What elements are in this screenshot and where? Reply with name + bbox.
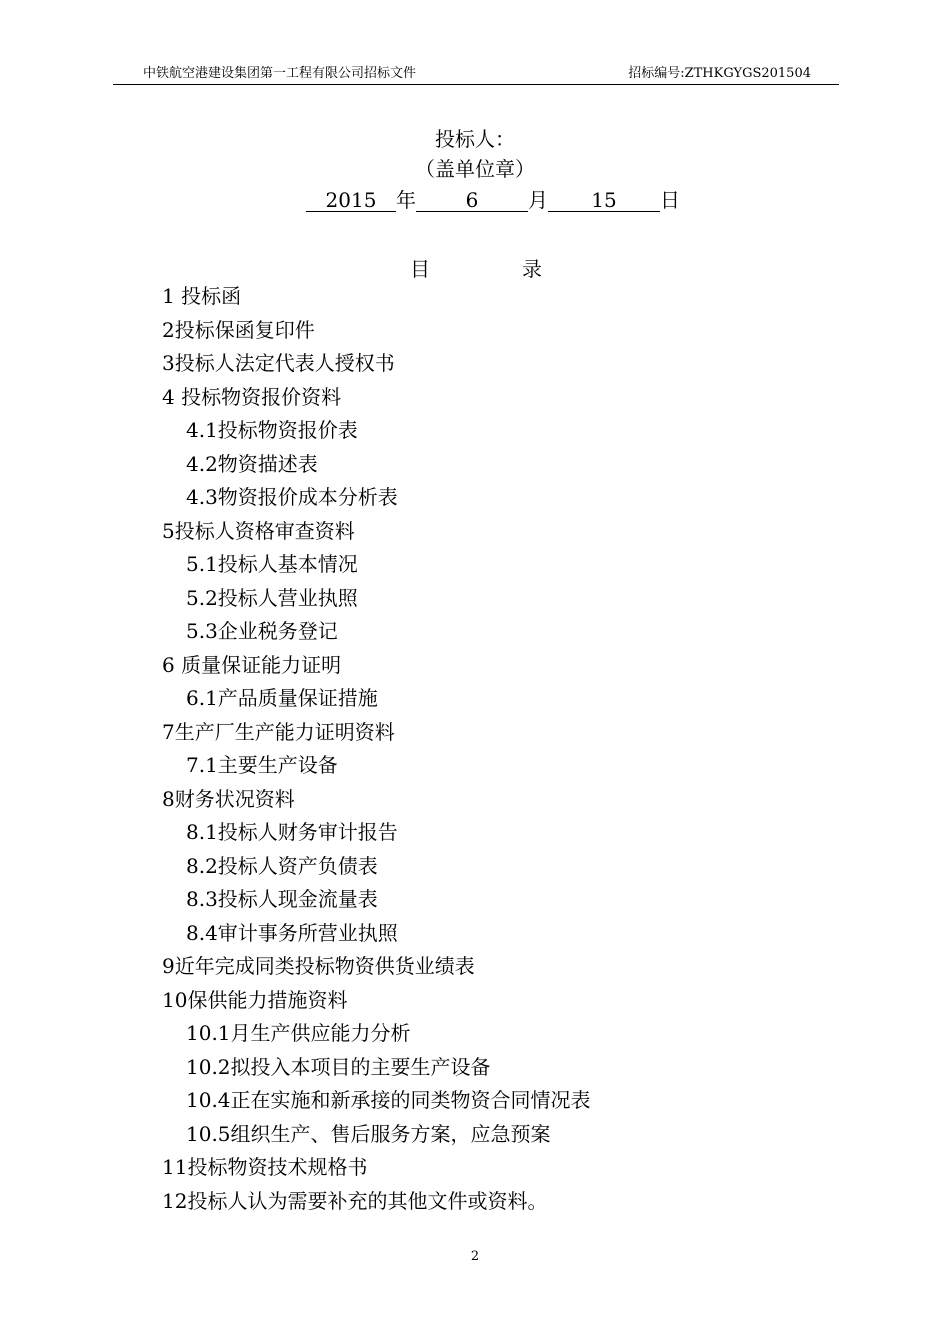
toc-item: 6.1产品质量保证措施	[186, 686, 378, 710]
toc-item: 4 投标物资报价资料	[162, 384, 342, 409]
toc-title	[410, 256, 542, 282]
toc-item: 11投标物资技术规格书	[162, 1155, 368, 1179]
toc-item: 4.1投标物资报价表	[186, 418, 358, 442]
page-number: 2	[470, 1249, 480, 1264]
toc-item: 10.4正在实施和新承接的同类物资合同情况表	[186, 1088, 591, 1112]
toc-item: 5.1投标人基本情况	[186, 552, 358, 576]
header-tender-number: 招标编号:ZTHKGYGS201504	[628, 66, 811, 81]
toc-item: 4.2物资描述表	[186, 451, 318, 476]
header-document-title: 中铁航空港建设集团第一工程有限公司招标文件	[143, 66, 417, 81]
date-day: 15	[548, 189, 660, 212]
toc-item: 10保供能力措施资料	[162, 987, 348, 1012]
toc-item: 8.1投标人财务审计报告	[186, 820, 398, 844]
toc-title-left: 目	[410, 257, 430, 281]
date-year: 2015	[306, 189, 396, 212]
toc-item: 12投标人认为需要补充的其他文件或资料。	[162, 1188, 548, 1213]
toc-item: 8.3投标人现金流量表	[186, 887, 378, 911]
toc-item: 3投标人法定代表人授权书	[162, 351, 395, 375]
date-month: 6	[416, 189, 528, 212]
seal-note: （盖单位章）	[415, 157, 535, 181]
table-of-contents	[162, 280, 591, 1218]
toc-item: 10.2拟投入本项目的主要生产设备	[186, 1054, 491, 1079]
toc-item: 9近年完成同类投标物资供货业绩表	[162, 954, 475, 978]
toc-item: 2投标保函复印件	[162, 317, 315, 342]
date-line	[306, 187, 680, 213]
toc-item: 6 质量保证能力证明	[162, 652, 342, 677]
toc-item: 10.1月生产供应能力分析	[186, 1021, 411, 1045]
toc-item: 10.5组织生产、售后服务方案，应急预案	[186, 1121, 551, 1146]
page-header	[113, 64, 839, 85]
toc-item: 5.3企业税务登记	[186, 619, 338, 643]
toc-item: 8财务状况资料	[162, 786, 295, 811]
toc-item: 8.4审计事务所营业执照	[186, 920, 398, 945]
toc-item: 5投标人资格审查资料	[162, 518, 355, 543]
toc-item: 7生产厂生产能力证明资料	[162, 719, 395, 744]
toc-item: 1 投标函	[162, 284, 242, 308]
bidder-label: 投标人：	[435, 127, 515, 151]
toc-item: 7.1主要生产设备	[186, 753, 338, 777]
toc-item: 8.2投标人资产负债表	[186, 853, 378, 878]
date-year-unit: 年	[396, 188, 416, 212]
toc-item: 5.2投标人营业执照	[186, 585, 358, 610]
toc-item: 4.3物资报价成本分析表	[186, 485, 398, 509]
toc-title-right: 录	[522, 257, 542, 281]
date-day-unit: 日	[660, 188, 680, 212]
date-month-unit: 月	[528, 188, 548, 212]
